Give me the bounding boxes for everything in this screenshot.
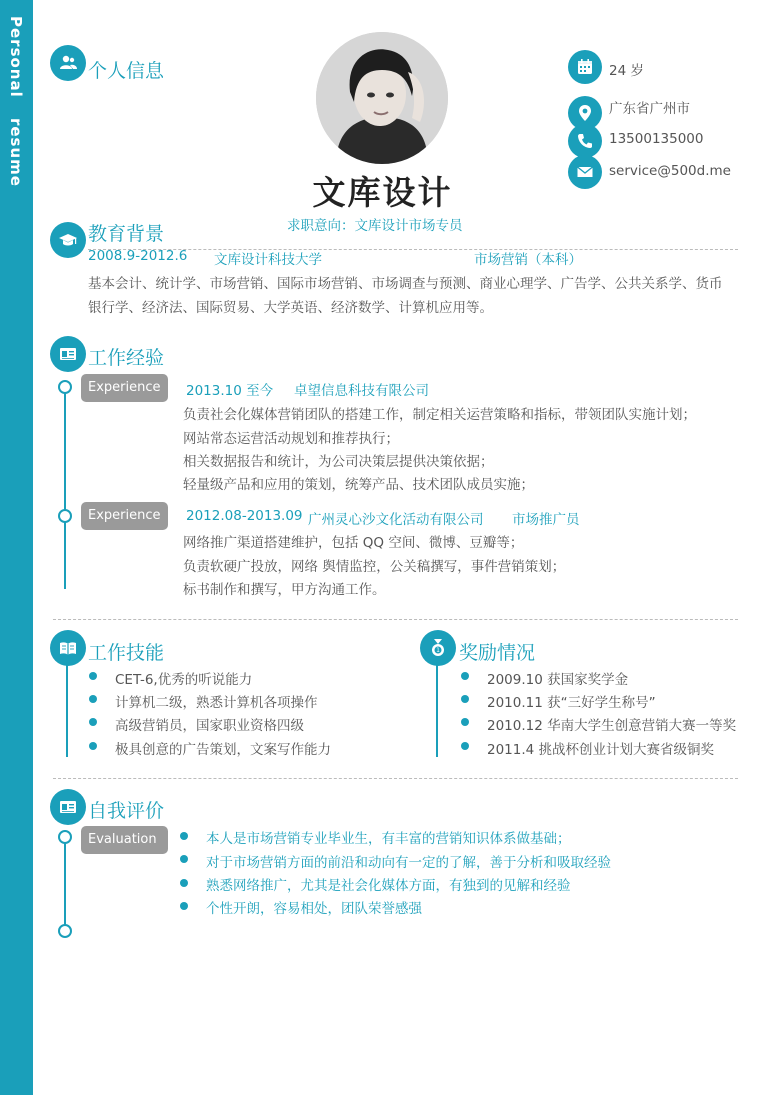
skills-title: 工作技能 bbox=[88, 642, 165, 664]
bullet-dot bbox=[180, 879, 188, 887]
self-eval-item: 个性开朗，容易相处，团队荣誉感强 bbox=[206, 901, 422, 917]
section-divider bbox=[53, 778, 738, 779]
graduation-cap-icon bbox=[50, 222, 86, 258]
job-company: 广州灵心沙文化活动有限公司 bbox=[308, 512, 484, 528]
bullet-dot bbox=[461, 718, 469, 726]
self-eval-item: 熟悉网络推广，尤其是社会化媒体方面，有独到的见解和经验 bbox=[206, 878, 571, 894]
self-eval-title: 自我评价 bbox=[88, 800, 165, 822]
calendar-icon bbox=[568, 50, 602, 84]
education-title: 教育背景 bbox=[88, 223, 165, 245]
evaluation-tag: Evaluation bbox=[81, 826, 168, 854]
job-duty-line: 负责社会化媒体营销团队的搭建工作，制定相关运营策略和指标，带领团队实施计划； bbox=[183, 407, 696, 423]
user-icon bbox=[50, 45, 86, 81]
id-card-icon bbox=[50, 789, 86, 825]
medal-icon bbox=[420, 630, 456, 666]
bullet-dot bbox=[461, 742, 469, 750]
skills-timeline-line bbox=[66, 662, 68, 757]
job-duty-line: 网站常态运营活动规划和推荐执行； bbox=[183, 431, 399, 447]
age-value: 24 岁 bbox=[609, 63, 644, 79]
email-icon bbox=[568, 155, 602, 189]
skill-item: CET-6,优秀的听说能力 bbox=[115, 672, 253, 688]
self-eval-item: 对于市场营销方面的前沿和动向有一定的了解，善于分析和吸取经验 bbox=[206, 855, 611, 871]
profile-photo bbox=[316, 32, 448, 164]
experience-tag: Experience bbox=[81, 502, 168, 530]
work-title: 工作经验 bbox=[88, 347, 165, 369]
education-period: 2008.9-2012.6 bbox=[88, 248, 188, 264]
bullet-dot bbox=[180, 832, 188, 840]
awards-title: 奖励情况 bbox=[459, 642, 536, 664]
book-icon bbox=[50, 630, 86, 666]
skill-item: 高级营销员，国家职业资格四级 bbox=[115, 718, 304, 734]
education-courses-line: 基本会计、统计学、市场营销、国际市场营销、市场调查与预测、商业心理学、广告学、公共关系学、货币 bbox=[88, 276, 723, 292]
bullet-dot bbox=[461, 672, 469, 680]
svg-text:1: 1 bbox=[436, 647, 440, 655]
bullet-dot bbox=[89, 672, 97, 680]
timeline-node bbox=[58, 830, 72, 844]
timeline-node bbox=[58, 509, 72, 523]
job-intent: 求职意向：文库设计市场专员 bbox=[287, 218, 463, 234]
phone-icon bbox=[568, 124, 602, 158]
education-courses-line: 银行学、经济法、国际贸易、大学英语、经济数学、计算机应用等。 bbox=[88, 300, 493, 316]
award-item: 2010.11 获“三好学生称号” bbox=[487, 695, 656, 711]
self-eval-item: 本人是市场营销专业毕业生，有丰富的营销知识体系做基础； bbox=[206, 831, 571, 847]
bullet-dot bbox=[89, 718, 97, 726]
section-divider bbox=[53, 619, 738, 620]
phone-value: 13500135000 bbox=[609, 131, 704, 147]
work-timeline-line bbox=[64, 387, 66, 589]
education-school: 文库设计科技大学 bbox=[214, 252, 322, 268]
bullet-dot bbox=[89, 742, 97, 750]
job-duty-line: 相关数据报告和统计，为公司决策层提供决策依据； bbox=[183, 454, 494, 470]
sidebar-label: Personal resume bbox=[7, 16, 25, 187]
job-duty-line: 轻量级产品和应用的策划，统筹产品、技术团队成员实施； bbox=[183, 477, 534, 493]
award-item: 2009.10 获国家奖学金 bbox=[487, 672, 629, 688]
experience-tag: Experience bbox=[81, 374, 168, 402]
timeline-node bbox=[58, 380, 72, 394]
email-value: service@500d.me bbox=[609, 163, 731, 179]
location-value: 广东省广州市 bbox=[609, 101, 690, 117]
job-position: 市场推广员 bbox=[512, 512, 580, 528]
sidebar-bar bbox=[0, 0, 33, 1095]
id-card-icon bbox=[50, 336, 86, 372]
bullet-dot bbox=[180, 855, 188, 863]
personal-info-title: 个人信息 bbox=[88, 60, 165, 82]
self-eval-timeline-line bbox=[64, 836, 66, 932]
bullet-dot bbox=[461, 695, 469, 703]
skill-item: 计算机二级，熟悉计算机各项操作 bbox=[115, 695, 318, 711]
job-company: 卓望信息科技有限公司 bbox=[294, 383, 429, 399]
job-duty-line: 标书制作和撰写，甲方沟通工作。 bbox=[183, 582, 386, 598]
timeline-node bbox=[58, 924, 72, 938]
education-major: 市场营销（本科） bbox=[474, 252, 582, 268]
job-period: 2013.10 至今 bbox=[186, 383, 274, 399]
bullet-dot bbox=[180, 902, 188, 910]
award-item: 2010.12 华南大学生创意营销大赛一等奖 bbox=[487, 718, 737, 734]
job-duty-line: 负责软硬广投放，网络 舆情监控，公关稿撰写，事件营销策划； bbox=[183, 559, 566, 575]
bullet-dot bbox=[89, 695, 97, 703]
award-item: 2011.4 挑战杯创业计划大赛省级铜奖 bbox=[487, 742, 715, 758]
job-duty-line: 网络推广渠道搭建维护，包括 QQ 空间、微博、豆瓣等； bbox=[183, 535, 524, 551]
awards-timeline-line bbox=[436, 662, 438, 757]
job-period: 2012.08-2013.09 bbox=[186, 508, 303, 524]
skill-item: 极具创意的广告策划，文案写作能力 bbox=[115, 742, 331, 758]
candidate-name: 文库设计 bbox=[312, 173, 453, 212]
